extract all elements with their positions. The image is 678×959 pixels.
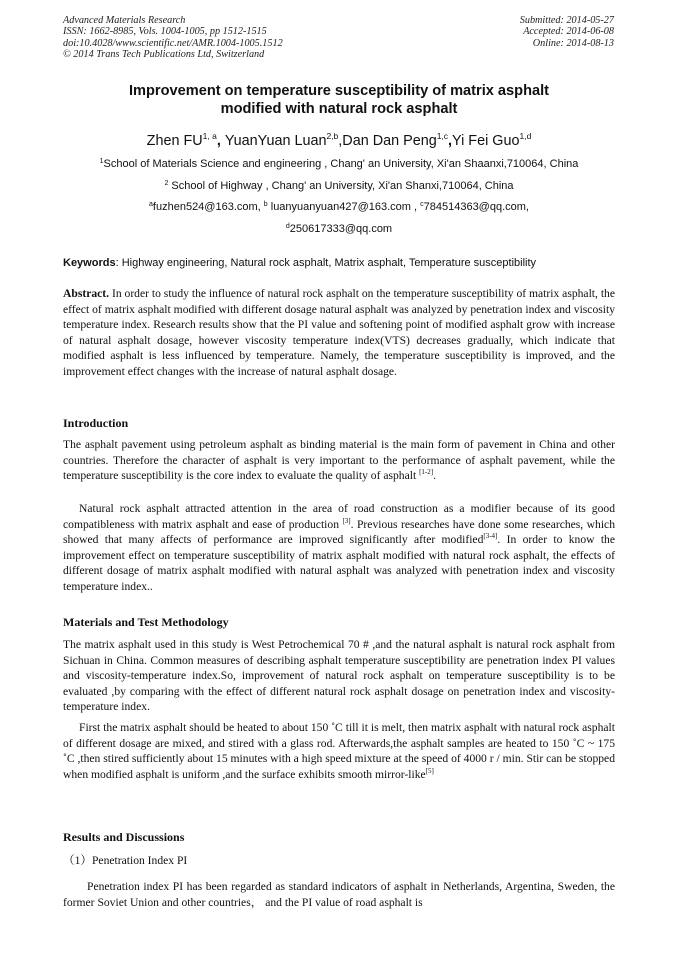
section-heading-results: Results and Discussions xyxy=(63,830,185,844)
abstract xyxy=(63,286,615,380)
section-heading-methodology: Materials and Test Methodology xyxy=(63,615,229,629)
citation-ref[interactable]: [3] xyxy=(342,516,351,525)
affiliation-text: School of Highway , Chang' an University, Xi'an Shanxi,710064, China xyxy=(171,180,514,192)
author-name: Zhen FU xyxy=(146,133,203,149)
citation-ref[interactable]: [3-4] xyxy=(483,532,498,541)
abstract-label: Abstract. xyxy=(63,287,110,300)
journal-copyright: © 2014 Trans Tech Publications Ltd, Switzerland xyxy=(63,49,265,61)
journal-name: Advanced Materials Research xyxy=(63,15,186,26)
section-heading-introduction: Introduction xyxy=(63,416,129,430)
email-link[interactable]: 250617333@qq.com xyxy=(289,223,393,235)
author-name: Dan Dan Peng xyxy=(342,133,437,149)
submitted-date: Submitted: 2014-05-27 xyxy=(519,15,614,26)
affiliation-1 xyxy=(63,155,615,171)
email-sup: b xyxy=(263,201,268,208)
citation-ref[interactable]: [1-2] xyxy=(419,468,434,477)
affiliation-sup: 1 xyxy=(99,158,104,165)
intro-paragraph-1: The asphalt pavement using petroleum asphalt as binding material is the main form of pavement in China and other countries. Therefore the character of asphalt is very important to the performance of asphalt pavement, while the temperature susceptibility is the core index to evaluate the quality of asphalt [1-2]. xyxy=(63,438,615,483)
journal-issn: ISSN: 1662-8985, Vols. 1004-1005, pp 1512-1515 xyxy=(63,26,267,38)
affiliation-2 xyxy=(63,177,615,193)
email-sup: c xyxy=(420,201,424,208)
keywords-label: Keywords xyxy=(63,257,116,269)
dates-header xyxy=(520,15,614,49)
results-paragraph-1: Penetration index PI has been regarded as standard indicators of asphalt in Netherlands, Argentina, Sweden, the former Soviet Union and other countries， and the PI value of road asphalt is xyxy=(63,880,615,909)
email-link[interactable]: fuzhen524@163.com, xyxy=(152,201,264,213)
paper-title xyxy=(63,82,615,118)
abstract-text: In order to study the influence of natural rock asphalt on the temperature susceptibility of matrix asphalt, the effect of matrix asphalt modified with different dosage natural asphalt was analyzed by penetration index and viscosity temperature index. Research results show that the PI value and softening point of modified asphalt grow with increase of natural asphalt dosage, however viscosity temperature index(VTS) decreases gradually, which indicate that modified asphalt is less influenced by temperature. Namely, the temperature susceptibility is improved, and the improvement effect changes with the increase of natural asphalt dosage. xyxy=(63,287,615,378)
affiliation-text: School of Materials Science and engineering , Chang' an University, Xi'an Shaanxi,710064, China xyxy=(103,158,579,170)
journal-header xyxy=(63,15,283,61)
accepted-date: Accepted: 2014-06-08 xyxy=(523,26,614,38)
email-line-1 xyxy=(63,198,615,214)
author-sup: 1, a xyxy=(202,131,217,141)
author-sup: 1,d xyxy=(519,131,532,141)
title-line-1: Improvement on temperature susceptibility of matrix asphalt xyxy=(128,83,550,99)
methodology-paragraph-1: The matrix asphalt used in this study is West Petrochemical 70 # ,and the natural asphalt is natural rock asphalt from Sichuan in China. Common measures of describing asphalt temperature susceptibility are penetration index PI values and viscosity-temperature index.So, improvement of natural rock asphalt on temperature susceptibility is to be evaluated ,by comparing with the effect of different natural rock asphalt dosage on penetration index and viscosity-temperature index. xyxy=(63,638,615,714)
author-sup: 2,b xyxy=(326,131,339,141)
subsection-heading-penetration-index: （1）Penetration Index PI xyxy=(63,854,188,867)
author-name: YuanYuan Luan xyxy=(224,133,327,149)
journal-doi: doi:10.4028/www.scientific.net/AMR.1004-1005.1512 xyxy=(63,37,283,49)
author-name: Yi Fei Guo xyxy=(452,133,520,149)
author-list: Zhen FU$^{1, a}$, YuanYuan Luan$^{2,b}$,Dan Dan Peng$^{1,c}$,Yi Fei Guo$^{1,d}$ xyxy=(146,131,532,149)
online-date: Online: 2014-08-13 xyxy=(532,37,614,49)
author-sup: 1,c xyxy=(436,131,449,141)
intro-paragraph-2: Natural rock asphalt attracted attention in the area of road construction as a modifier because of its good compatibleness with matrix asphalt and ease of production [3]. Previous researches have done some researches, which showed that many affects of performance are improved significantly after modified[3-4]. In order to know the improvement effect on temperature susceptibility of matrix asphalt modified with natural rock asphalt, the effects of different dosage of matrix asphalt modified with natural asphalt was analyzed with penetration index and viscosity temperature index.. xyxy=(63,502,615,593)
methodology-paragraph-2: First the matrix asphalt should be heated to about 150 ˚C till it is melt, then matrix asphalt with natural rock asphalt of different dosage are mixed, and stired with a glass rod. Afterwards,the asphalt samples are heated to 150 ˚C ~ 175 ˚C ,then stired sufficiently about 15 minutes with a high speed mixture at the speed of 4000 r / min. Stir can be stopped when modified asphalt is uniform ,and the surface exhibits smooth mirror-like[5] xyxy=(63,721,615,781)
email-line-2 xyxy=(63,220,615,236)
affiliation-sup: 2 xyxy=(164,180,169,187)
email-sup: a xyxy=(149,201,153,208)
email-link[interactable]: luanyuanyuan427@163.com , xyxy=(267,201,421,213)
citation-ref[interactable]: [5] xyxy=(425,766,434,775)
title-line-2: modified with natural rock asphalt xyxy=(220,101,458,117)
email-link[interactable]: 784514363@qq.com, xyxy=(423,201,529,213)
email-sup: d xyxy=(285,223,290,230)
keywords-text: : Highway engineering, Natural rock asphalt, Matrix asphalt, Temperature susceptibility xyxy=(115,257,537,269)
keywords xyxy=(63,256,615,270)
